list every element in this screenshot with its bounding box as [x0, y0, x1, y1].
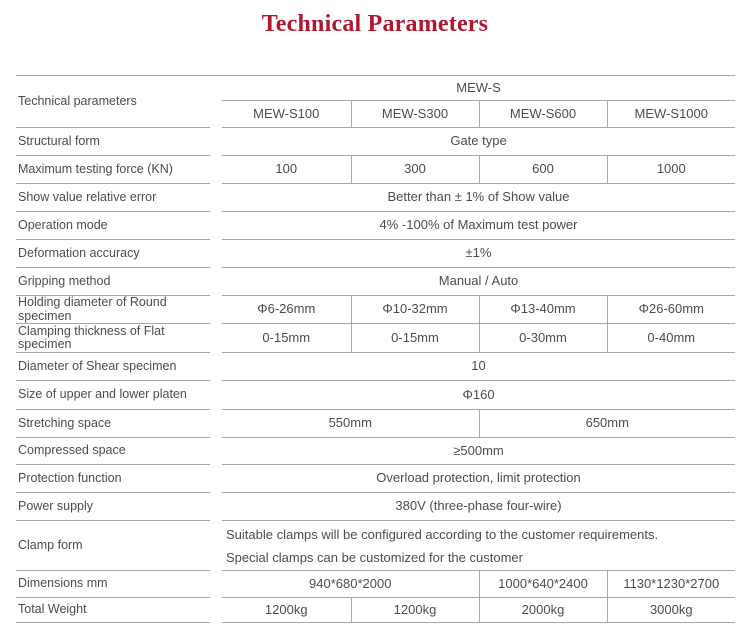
row-compressed-space [16, 438, 735, 465]
cell-value: 100 [222, 156, 351, 184]
cell-value: 0-15mm [222, 324, 351, 353]
clamp-form-line-1: Suitable clamps will be configured according to the customer requirements. [226, 526, 659, 542]
cell-value: 1000*640*2400 [479, 571, 607, 598]
model-col-header-1: MEW-S100 [222, 101, 351, 128]
row-gripping-method [16, 268, 735, 296]
row-show-value-relative-error [16, 184, 735, 212]
row-holding-diameter-round [16, 296, 735, 324]
row-label: Holding diameter of Round specimen [16, 296, 210, 324]
cell-value: 940*680*2000 [222, 571, 479, 598]
row-value: ±1% [222, 240, 735, 268]
header-row-series [16, 76, 735, 101]
row-label: Maximum testing force (KN) [16, 156, 210, 184]
row-dimensions [16, 571, 735, 598]
row-label: Compressed space [16, 438, 210, 465]
cell-value: 3000kg [607, 598, 735, 623]
cell-value: 600 [479, 156, 607, 184]
row-label: Diameter of Shear specimen [16, 353, 210, 381]
row-total-weight [16, 598, 735, 623]
model-col-header-4: MEW-S1000 [607, 101, 735, 128]
cell-value: 1200kg [222, 598, 351, 623]
row-value: 10 [222, 353, 735, 381]
cell-value: Φ13-40mm [479, 296, 607, 324]
model-col-header-2: MEW-S300 [351, 101, 479, 128]
cell-value: 1200kg [351, 598, 479, 623]
row-protection-function [16, 465, 735, 493]
cell-value: 0-15mm [351, 324, 479, 353]
row-label: Operation mode [16, 212, 210, 240]
row-label: Total Weight [16, 598, 210, 623]
page-title: Technical Parameters [261, 11, 489, 37]
row-max-testing-force [16, 156, 735, 184]
cell-value: 550mm [222, 410, 479, 438]
row-value: Overload protection, limit protection [222, 465, 735, 493]
row-label: Clamp form [16, 521, 210, 571]
cell-value: 0-40mm [607, 324, 735, 353]
cell-value: 1130*1230*2700 [607, 571, 735, 598]
row-value: Manual / Auto [222, 268, 735, 296]
cell-value: 1000 [607, 156, 735, 184]
row-power-supply [16, 493, 735, 521]
row-label: Structural form [16, 128, 210, 156]
row-value: Gate type [222, 128, 735, 156]
row-label: Clamping thickness of Flat specimen [16, 324, 210, 353]
row-deformation-accuracy [16, 240, 735, 268]
series-header-cell: MEW-S [222, 76, 735, 101]
row-structural-form [16, 128, 735, 156]
row-value [222, 521, 735, 571]
row-value: Better than ± 1% of Show value [222, 184, 735, 212]
corner-label: Technical parameters [16, 76, 210, 128]
cell-value: Φ10-32mm [351, 296, 479, 324]
row-label: Gripping method [16, 268, 210, 296]
row-label: Stretching space [16, 410, 210, 438]
cell-value: 2000kg [479, 598, 607, 623]
technical-parameters-table [16, 75, 735, 623]
row-stretching-space [16, 410, 735, 438]
row-clamping-thickness-flat [16, 324, 735, 353]
row-value: 380V (three-phase four-wire) [222, 493, 735, 521]
row-label: Show value relative error [16, 184, 210, 212]
clamp-form-line-2: Special clamps can be customized for the customer [226, 549, 523, 565]
row-label: Dimensions mm [16, 571, 210, 598]
cell-value: 650mm [479, 410, 735, 438]
row-label: Protection function [16, 465, 210, 493]
cell-value: 300 [351, 156, 479, 184]
row-value: Φ160 [222, 381, 735, 410]
cell-value: Φ26-60mm [607, 296, 735, 324]
row-platen-size [16, 381, 735, 410]
row-label: Size of upper and lower platen [16, 381, 210, 410]
row-label: Power supply [16, 493, 210, 521]
row-label: Deformation accuracy [16, 240, 210, 268]
model-col-header-3: MEW-S600 [479, 101, 607, 128]
row-value: ≥500mm [222, 438, 735, 465]
column-gap [210, 76, 222, 128]
cell-value: Φ6-26mm [222, 296, 351, 324]
cell-value: 0-30mm [479, 324, 607, 353]
row-operation-mode [16, 212, 735, 240]
row-clamp-form [16, 521, 735, 571]
row-value: 4% -100% of Maximum test power [222, 212, 735, 240]
row-shear-specimen-diameter [16, 353, 735, 381]
